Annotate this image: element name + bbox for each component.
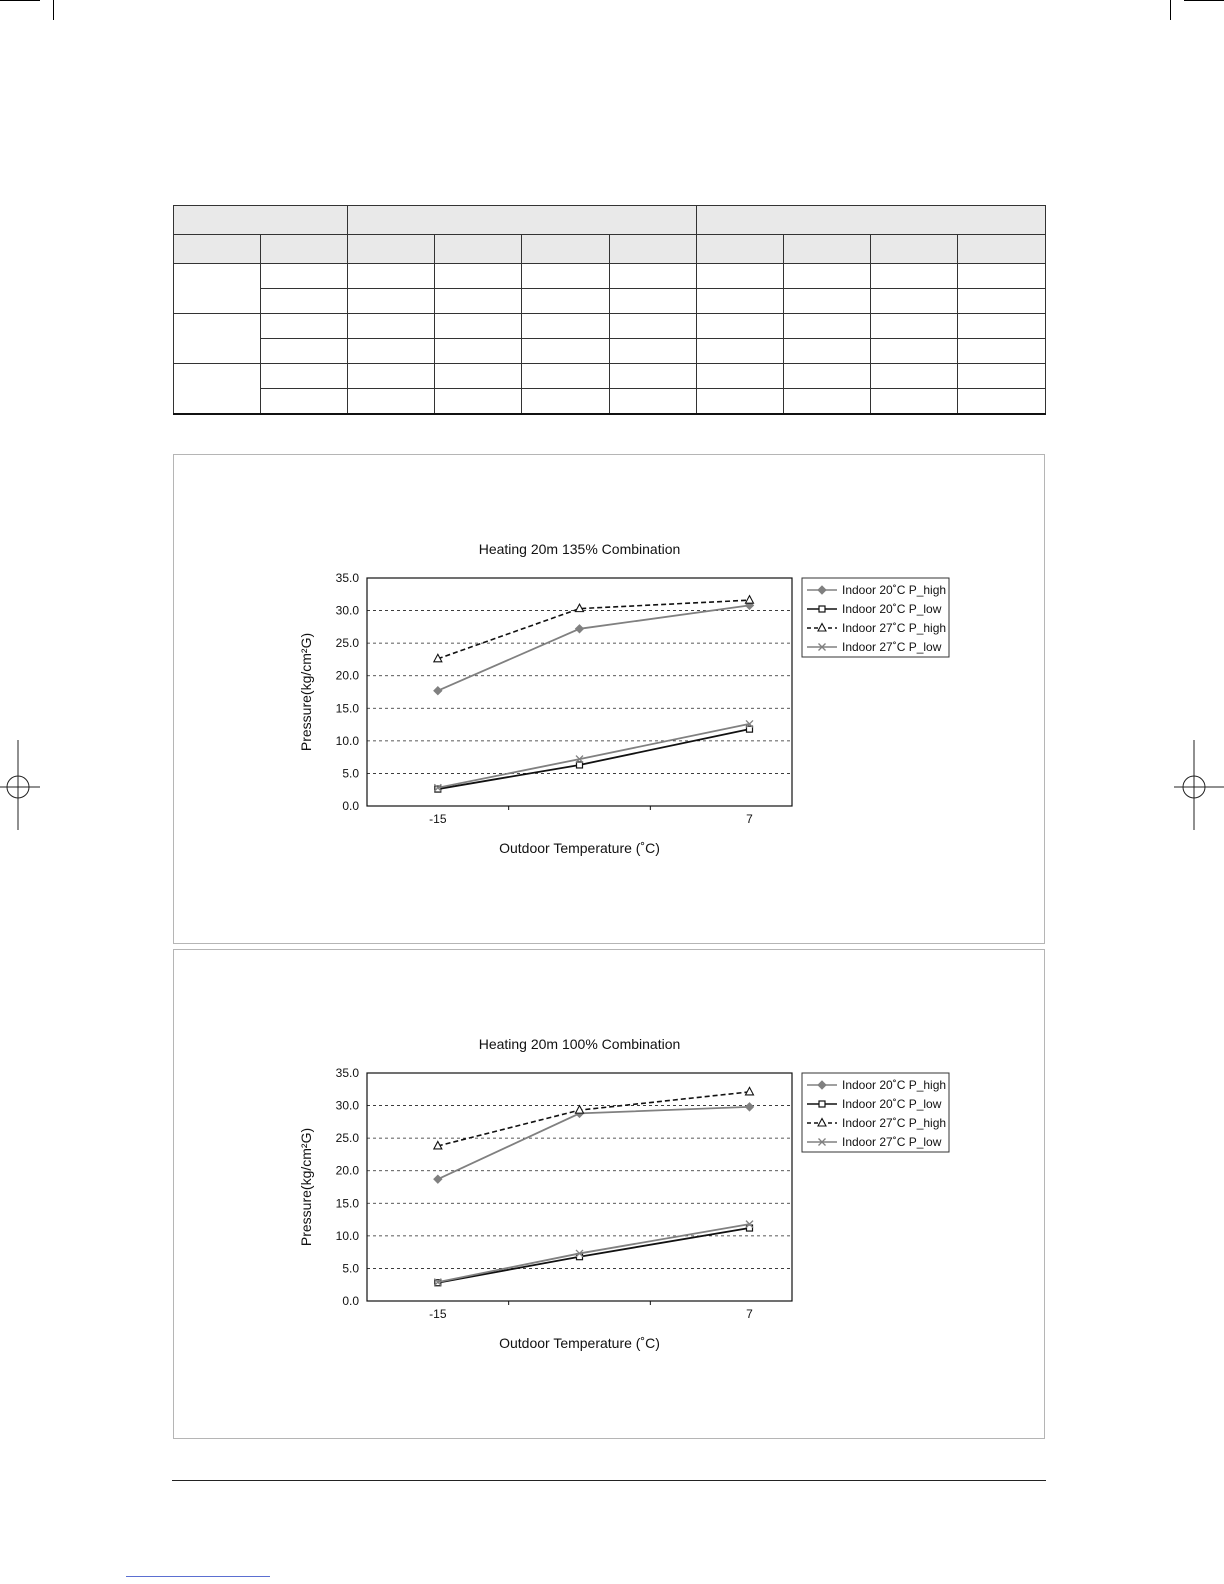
table-cell [435, 314, 522, 339]
table-cell [610, 314, 697, 339]
table-cell [435, 389, 522, 415]
table-cell [435, 364, 522, 389]
table-cell [871, 339, 958, 364]
y-tick-label: 25.0 [335, 636, 359, 651]
x-axis-label: Outdoor Temperature (˚C) [499, 1335, 660, 1351]
x-tick-label: 7 [746, 812, 753, 826]
table-cell [697, 314, 784, 339]
table-cell [261, 314, 348, 339]
data-point [434, 687, 442, 695]
table-cell [435, 289, 522, 314]
legend-label: Indoor 27˚C P_low [842, 640, 942, 654]
table-cell [697, 364, 784, 389]
series-line [438, 1224, 750, 1282]
table-cell [610, 264, 697, 289]
table-cell [784, 389, 871, 415]
table-cell [348, 389, 435, 415]
plot-area [367, 578, 792, 806]
y-tick-label: 0.0 [342, 799, 359, 813]
data-point [576, 625, 584, 633]
table-row [174, 264, 1046, 289]
crop-mark-top-right [1184, 0, 1224, 1]
series-line [438, 1092, 750, 1146]
table-cell [784, 339, 871, 364]
y-tick-label: 0.0 [342, 1294, 359, 1308]
bottom-blue-rule [126, 1576, 270, 1577]
series-line [438, 724, 750, 788]
table-cell [697, 389, 784, 415]
table-cell [610, 389, 697, 415]
table-cell [958, 339, 1046, 364]
table-cell [871, 364, 958, 389]
data-point [747, 726, 753, 732]
chart-100-percent [174, 950, 1046, 1440]
legend-label: Indoor 20˚C P_low [842, 1097, 942, 1111]
series-line [438, 1107, 750, 1179]
y-tick-label: 30.0 [335, 603, 359, 618]
y-axis-label: Pressure(kg/cm²G) [298, 632, 314, 752]
legend-label: Indoor 20˚C P_low [842, 602, 942, 616]
table-subheader-cell [348, 235, 435, 264]
table-cell [697, 339, 784, 364]
table-cell [435, 264, 522, 289]
crop-mark-top-left-vertical [53, 0, 54, 20]
table-cell [871, 314, 958, 339]
table-cell [610, 339, 697, 364]
footer-divider [172, 1480, 1046, 1481]
table-cell [784, 364, 871, 389]
table-cell [435, 339, 522, 364]
legend-swatch-marker [819, 1101, 825, 1107]
y-tick-label: 5.0 [342, 766, 359, 781]
table-cell [261, 389, 348, 415]
y-tick-label: 20.0 [335, 1163, 359, 1178]
legend-label: Indoor 27˚C P_high [842, 1116, 947, 1130]
legend-label: Indoor 27˚C P_low [842, 1135, 942, 1149]
table-cell [522, 264, 610, 289]
legend-swatch-marker [819, 606, 825, 612]
table-subheader-cell [871, 235, 958, 264]
table-cell [871, 389, 958, 415]
table-cell [348, 364, 435, 389]
table-cell [610, 364, 697, 389]
table-cell [958, 314, 1046, 339]
series-line [438, 1228, 750, 1283]
table-row [174, 314, 1046, 339]
y-tick-label: 30.0 [335, 1098, 359, 1113]
table-subheader-cell [435, 235, 522, 264]
table-cell [784, 314, 871, 339]
table-cell [522, 289, 610, 314]
table-cell [784, 264, 871, 289]
registration-mark-left [0, 740, 40, 840]
chart-title: Heating 20m 135% Combination [478, 541, 681, 557]
data-point [746, 1103, 754, 1111]
crop-mark-top-right-vertical [1170, 0, 1171, 20]
table-cell [348, 314, 435, 339]
table-cell [261, 289, 348, 314]
data-point [746, 596, 754, 604]
table-cell [348, 339, 435, 364]
table-cell [261, 364, 348, 389]
table-cell [348, 289, 435, 314]
spec-table [173, 205, 1046, 415]
table-cell [522, 314, 610, 339]
table-header-cell [174, 206, 348, 235]
table-row [174, 364, 1046, 389]
table-header-row [174, 206, 1046, 235]
table-group-cell [174, 264, 261, 314]
table-cell [522, 339, 610, 364]
table-subheader-cell [261, 235, 348, 264]
table-cell [871, 264, 958, 289]
table-subheader-cell [958, 235, 1046, 264]
x-tick-label: -15 [429, 812, 447, 826]
series-line [438, 729, 750, 789]
registration-mark-right [1174, 740, 1224, 840]
chart-panel-135 [173, 454, 1045, 944]
table-cell [610, 289, 697, 314]
table-cell [522, 364, 610, 389]
table-cell [958, 264, 1046, 289]
table-cell [697, 264, 784, 289]
table-subheader-cell [697, 235, 784, 264]
table-subheader-row [174, 235, 1046, 264]
y-tick-label: 10.0 [335, 1228, 359, 1243]
table-cell [697, 289, 784, 314]
chart-135-percent [174, 455, 1046, 945]
table-header-cell [697, 206, 1046, 235]
y-tick-label: 5.0 [342, 1261, 359, 1276]
table-cell [348, 264, 435, 289]
y-axis-label: Pressure(kg/cm²G) [298, 1127, 314, 1247]
table-header-cell [348, 206, 697, 235]
table-cell [958, 289, 1046, 314]
table-row [174, 339, 1046, 364]
crop-mark-top-left [0, 0, 40, 1]
y-tick-label: 15.0 [335, 1196, 359, 1211]
series-line [438, 600, 750, 659]
table-subheader-cell [174, 235, 261, 264]
table-cell [871, 289, 958, 314]
x-axis-label: Outdoor Temperature (˚C) [499, 840, 660, 856]
chart-panel-100 [173, 949, 1045, 1439]
table-cell [958, 364, 1046, 389]
y-tick-label: 10.0 [335, 733, 359, 748]
table-subheader-cell [610, 235, 697, 264]
table-subheader-cell [784, 235, 871, 264]
table-cell [958, 389, 1046, 415]
x-tick-label: -15 [429, 1307, 447, 1321]
y-tick-label: 15.0 [335, 701, 359, 716]
table-cell [261, 264, 348, 289]
table-cell [522, 389, 610, 415]
table-cell [261, 339, 348, 364]
series-line [438, 605, 750, 690]
table-subheader-cell [522, 235, 610, 264]
legend-label: Indoor 20˚C P_high [842, 1078, 947, 1092]
data-point [577, 762, 583, 768]
y-tick-label: 20.0 [335, 668, 359, 683]
y-tick-label: 35.0 [335, 1066, 359, 1080]
table-row [174, 289, 1046, 314]
x-tick-label: 7 [746, 1307, 753, 1321]
legend-label: Indoor 20˚C P_high [842, 583, 947, 597]
y-tick-label: 35.0 [335, 571, 359, 585]
data-point [746, 1087, 754, 1095]
table-cell [784, 289, 871, 314]
chart-title: Heating 20m 100% Combination [478, 1036, 681, 1052]
table-group-cell [174, 314, 261, 364]
table-group-cell [174, 364, 261, 415]
data-point [434, 1175, 442, 1183]
y-tick-label: 25.0 [335, 1131, 359, 1146]
table-row [174, 389, 1046, 415]
legend-label: Indoor 27˚C P_high [842, 621, 947, 635]
